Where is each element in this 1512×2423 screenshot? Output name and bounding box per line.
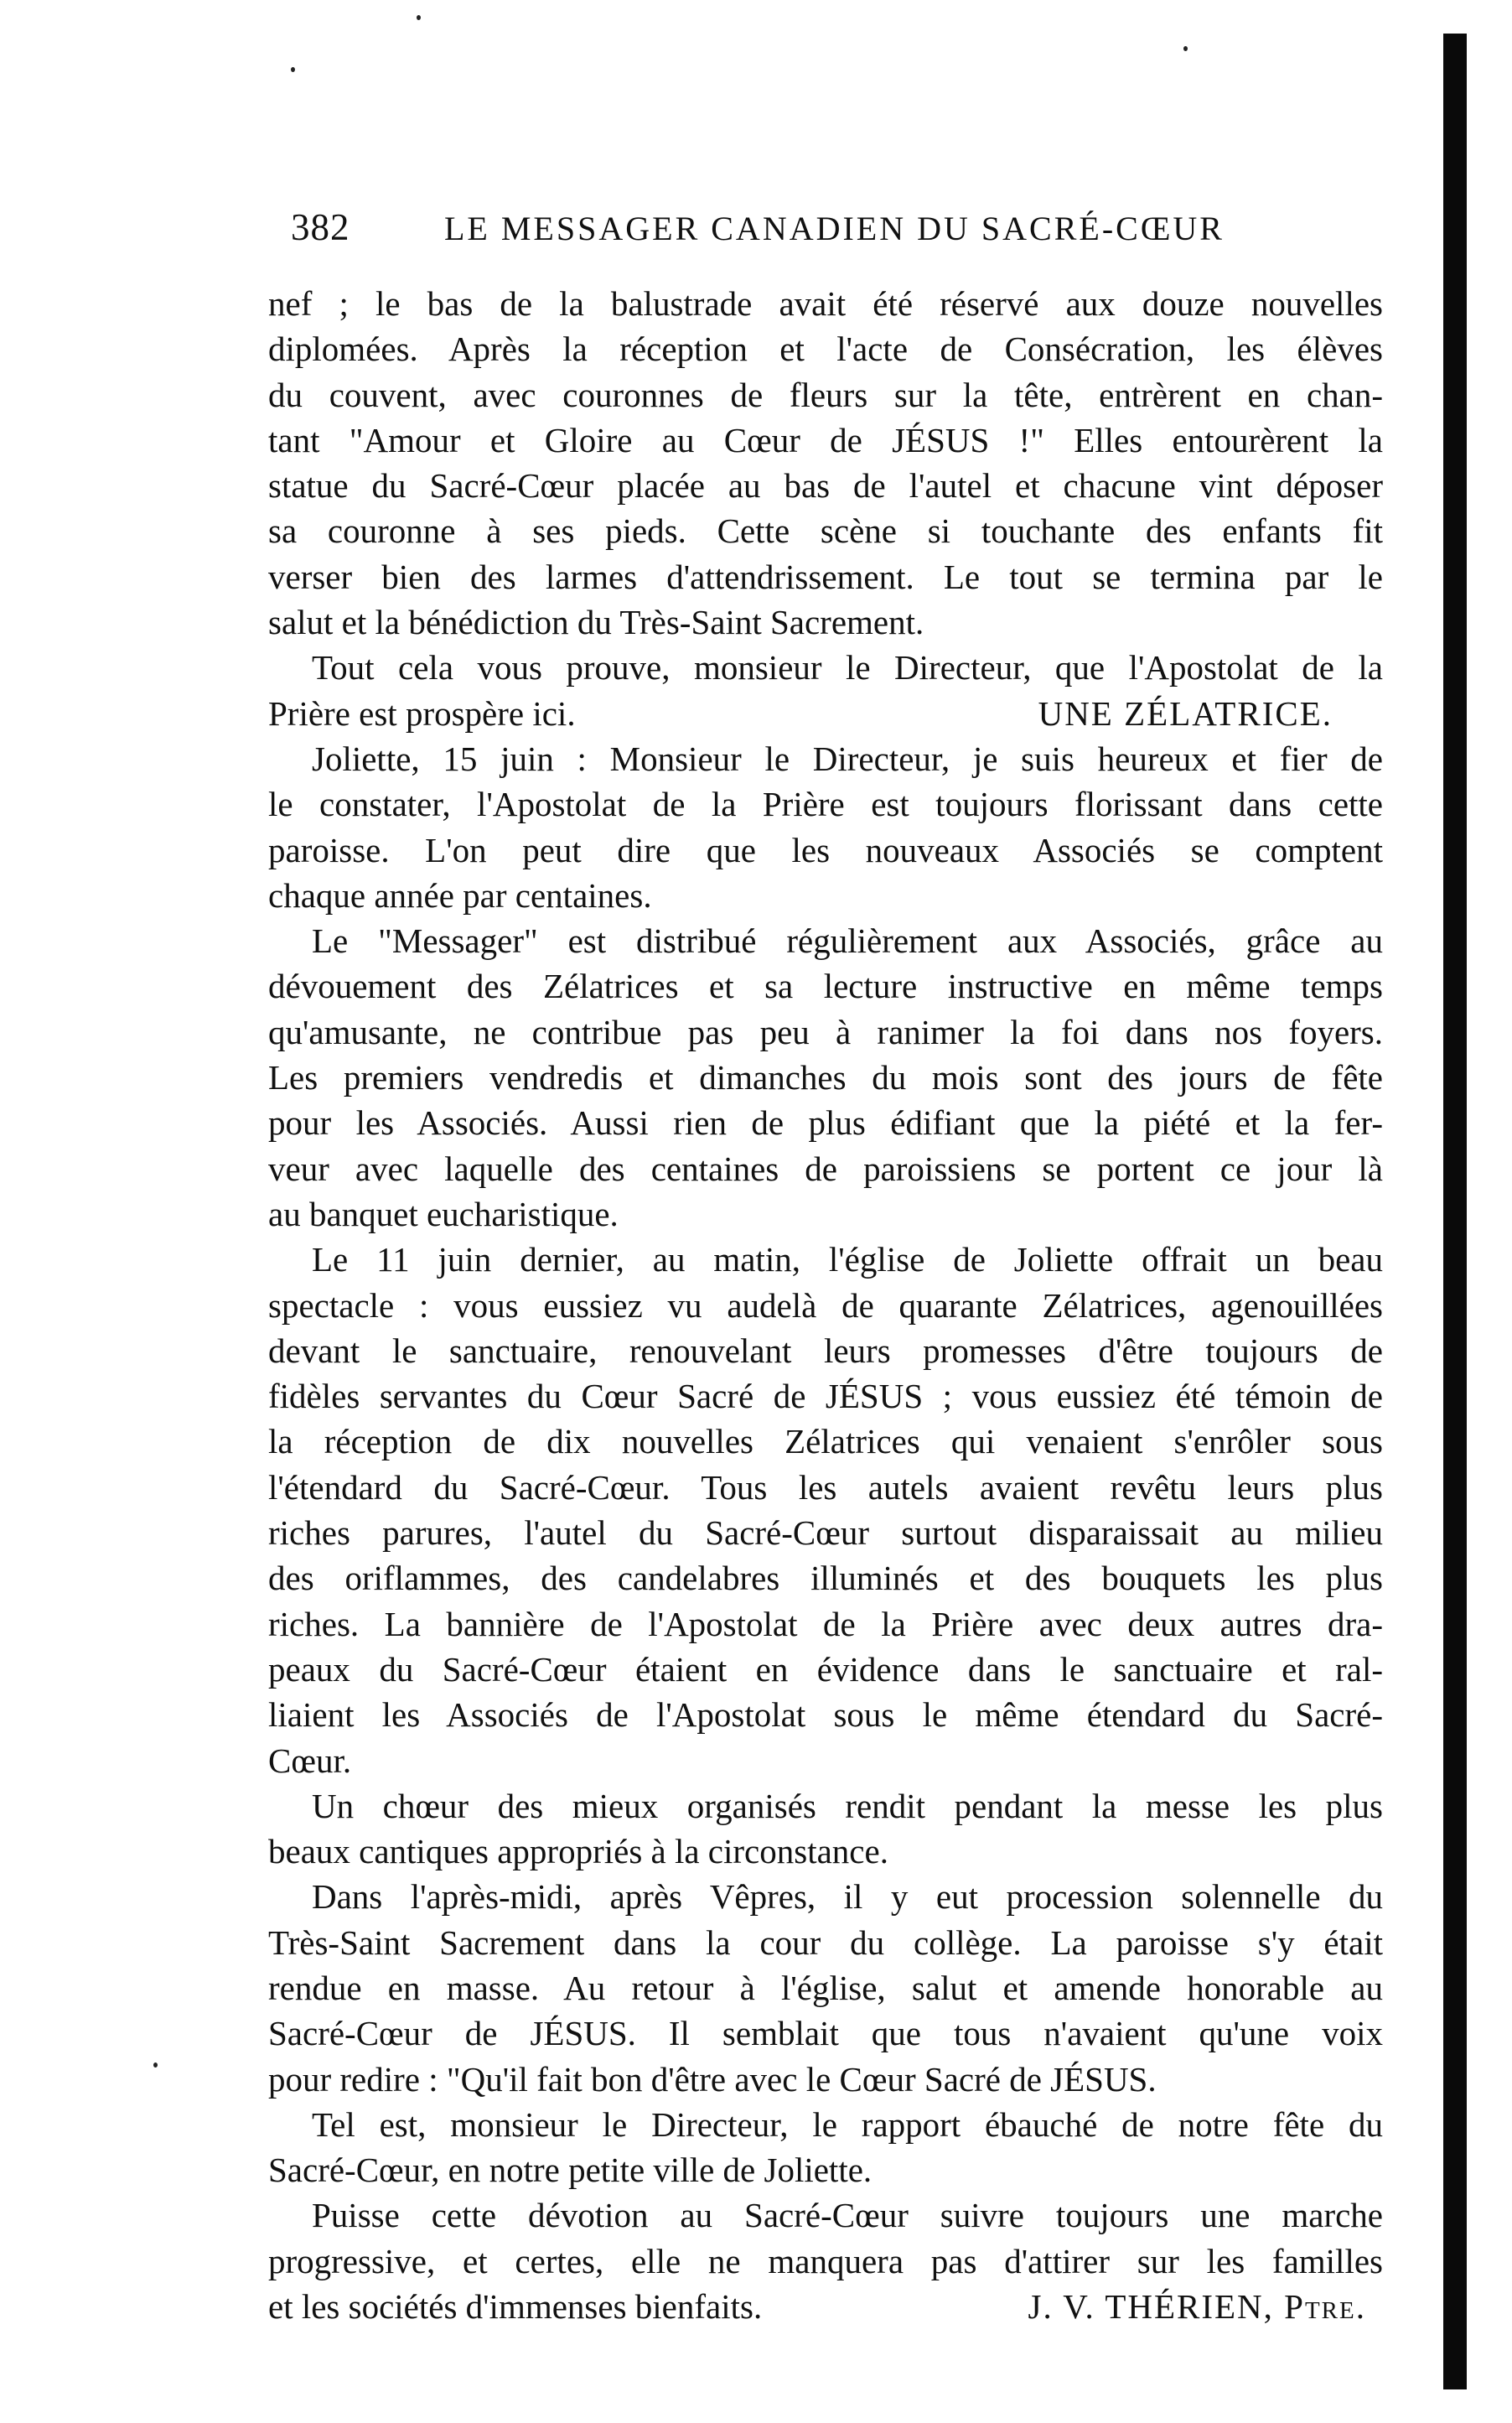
text-line: rendue en masse. Au retour à l'église, salut et amende honorable au — [268, 1968, 1383, 2007]
text-line: progressive, et certes, elle ne manquera pas d'attirer sur les familles — [268, 2241, 1383, 2280]
scan-speck — [291, 67, 295, 72]
page-header — [291, 205, 1330, 264]
text-line: verser bien des larmes d'attendrissement. Le tout se termina par le — [268, 557, 1383, 596]
page-number: 382 — [291, 206, 350, 248]
text-line: diplomées. Après la réception et l'acte de Consécration, les élèves — [268, 329, 1383, 369]
text-line: devant le sanctuaire, renouvelant leurs promesses d'être toujours de — [268, 1331, 1383, 1370]
text-line: l'étendard du Sacré-Cœur. Tous les autels avaient revêtu leurs plus — [268, 1467, 1383, 1507]
running-title: LE MESSAGER CANADIEN DU SACRÉ-CŒUR — [444, 210, 1225, 247]
text-line: tant "Amour et Gloire au Cœur de JÉSUS !" Elles entourèrent la — [268, 420, 1383, 459]
text-line: nef ; le bas de la balustrade avait été réservé aux douze nouvelles — [268, 284, 1383, 323]
text-line: Tel est, monsieur le Directeur, le rapport ébauché de notre fête du — [312, 2104, 1383, 2144]
text-line: le constater, l'Apostolat de la Prière est toujours florissant dans cette — [268, 785, 1383, 824]
text-line: liaient les Associés de l'Apostolat sous le même étendard du Sacré- — [268, 1695, 1383, 1735]
binding-edge — [1443, 34, 1467, 2389]
text-line-with-signature — [268, 691, 1383, 736]
text-line: pour redire : "Qu'il fait bon d'être avec le Cœur Sacré de JÉSUS. — [268, 2059, 1157, 2099]
scan-speck — [417, 15, 421, 20]
text-line: pour les Associés. Aussi rien de plus édifiant que la piété et la fer- — [268, 1103, 1383, 1143]
text-line: Dans l'après-midi, après Vêpres, il y eut procession solennelle du — [312, 1877, 1383, 1917]
text-line: Prière est prospère ici. — [268, 693, 576, 733]
signature-zelatrice: UNE ZÉLATRICE. — [1038, 693, 1333, 733]
text-line: Un chœur des mieux organisés rendit pendant la messe les plus — [312, 1786, 1383, 1825]
text-line: Puisse cette dévotion au Sacré-Cœur suivre toujours une marche — [312, 2196, 1383, 2235]
text-line: riches. La bannière de l'Apostolat de la Prière avec deux autres dra- — [268, 1604, 1383, 1643]
body-text — [268, 281, 1383, 2329]
text-line: chaque année par centaines. — [268, 875, 652, 915]
text-line-with-signature — [268, 2284, 1383, 2329]
text-line: beaux cantiques appropriés à la circonstance. — [268, 1832, 888, 1871]
text-line: Tout cela vous prouve, monsieur le Directeur, que l'Apostolat de la — [312, 648, 1383, 687]
text-line: Très-Saint Sacrement dans la cour du collège. La paroisse s'y était — [268, 1922, 1383, 1962]
text-line: des oriflammes, des candelabres illuminés et des bouquets les plus — [268, 1559, 1383, 1598]
text-line: fidèles servantes du Cœur Sacré de JÉSUS ; vous eussiez été témoin de — [268, 1377, 1383, 1416]
text-line: veur avec laquelle des centaines de paroissiens se portent ce jour là — [268, 1149, 1383, 1188]
text-line: la réception de dix nouvelles Zélatrices qui venaient s'enrôler sous — [268, 1422, 1383, 1461]
signature-therien: J. V. THÉRIEN, Ptre. — [1028, 2287, 1366, 2327]
text-line: riches parures, l'autel du Sacré-Cœur surtout disparaissait au milieu — [268, 1513, 1383, 1553]
text-line: spectacle : vous eussiez vu audelà de quarante Zélatrices, agenouillées — [268, 1285, 1383, 1325]
text-line: au banquet eucharistique. — [268, 1194, 619, 1233]
text-line: Cœur. — [268, 1741, 352, 1780]
text-line: Sacré-Cœur, en notre petite ville de Joliette. — [268, 2151, 873, 2190]
scan-speck — [153, 2062, 158, 2068]
text-line: paroisse. L'on peut dire que les nouveaux Associés se comptent — [268, 830, 1383, 869]
text-line: Le "Messager" est distribué régulièrement aux Associés, grâce au — [312, 921, 1383, 961]
text-line: dévouement des Zélatrices et sa lecture instructive en même temps — [268, 967, 1383, 1006]
text-line: Joliette, 15 juin : Monsieur le Directeur, je suis heureux et fier de — [312, 739, 1383, 778]
scan-speck — [1183, 46, 1188, 51]
text-line: du couvent, avec couronnes de fleurs sur la tête, entrèrent en chan- — [268, 375, 1383, 414]
text-line: sa couronne à ses pieds. Cette scène si touchante des enfants fit — [268, 511, 1383, 551]
text-line: salut et la bénédiction du Très-Saint Sacrement. — [268, 603, 924, 642]
text-line: peaux du Sacré-Cœur étaient en évidence dans le sanctuaire et ral- — [268, 1649, 1383, 1689]
text-line: et les sociétés d'immenses bienfaits. — [268, 2287, 763, 2327]
text-line: Le 11 juin dernier, au matin, l'église de Joliette offrait un beau — [312, 1240, 1383, 1279]
text-line: Sacré-Cœur de JÉSUS. Il semblait que tous n'avaient qu'une voix — [268, 2014, 1383, 2053]
text-line: Les premiers vendredis et dimanches du mois sont des jours de fête — [268, 1058, 1383, 1097]
text-line: statue du Sacré-Cœur placée au bas de l'autel et chacune vint déposer — [268, 466, 1383, 506]
text-line: qu'amusante, ne contribue pas peu à ranimer la foi dans nos foyers. — [268, 1012, 1383, 1051]
